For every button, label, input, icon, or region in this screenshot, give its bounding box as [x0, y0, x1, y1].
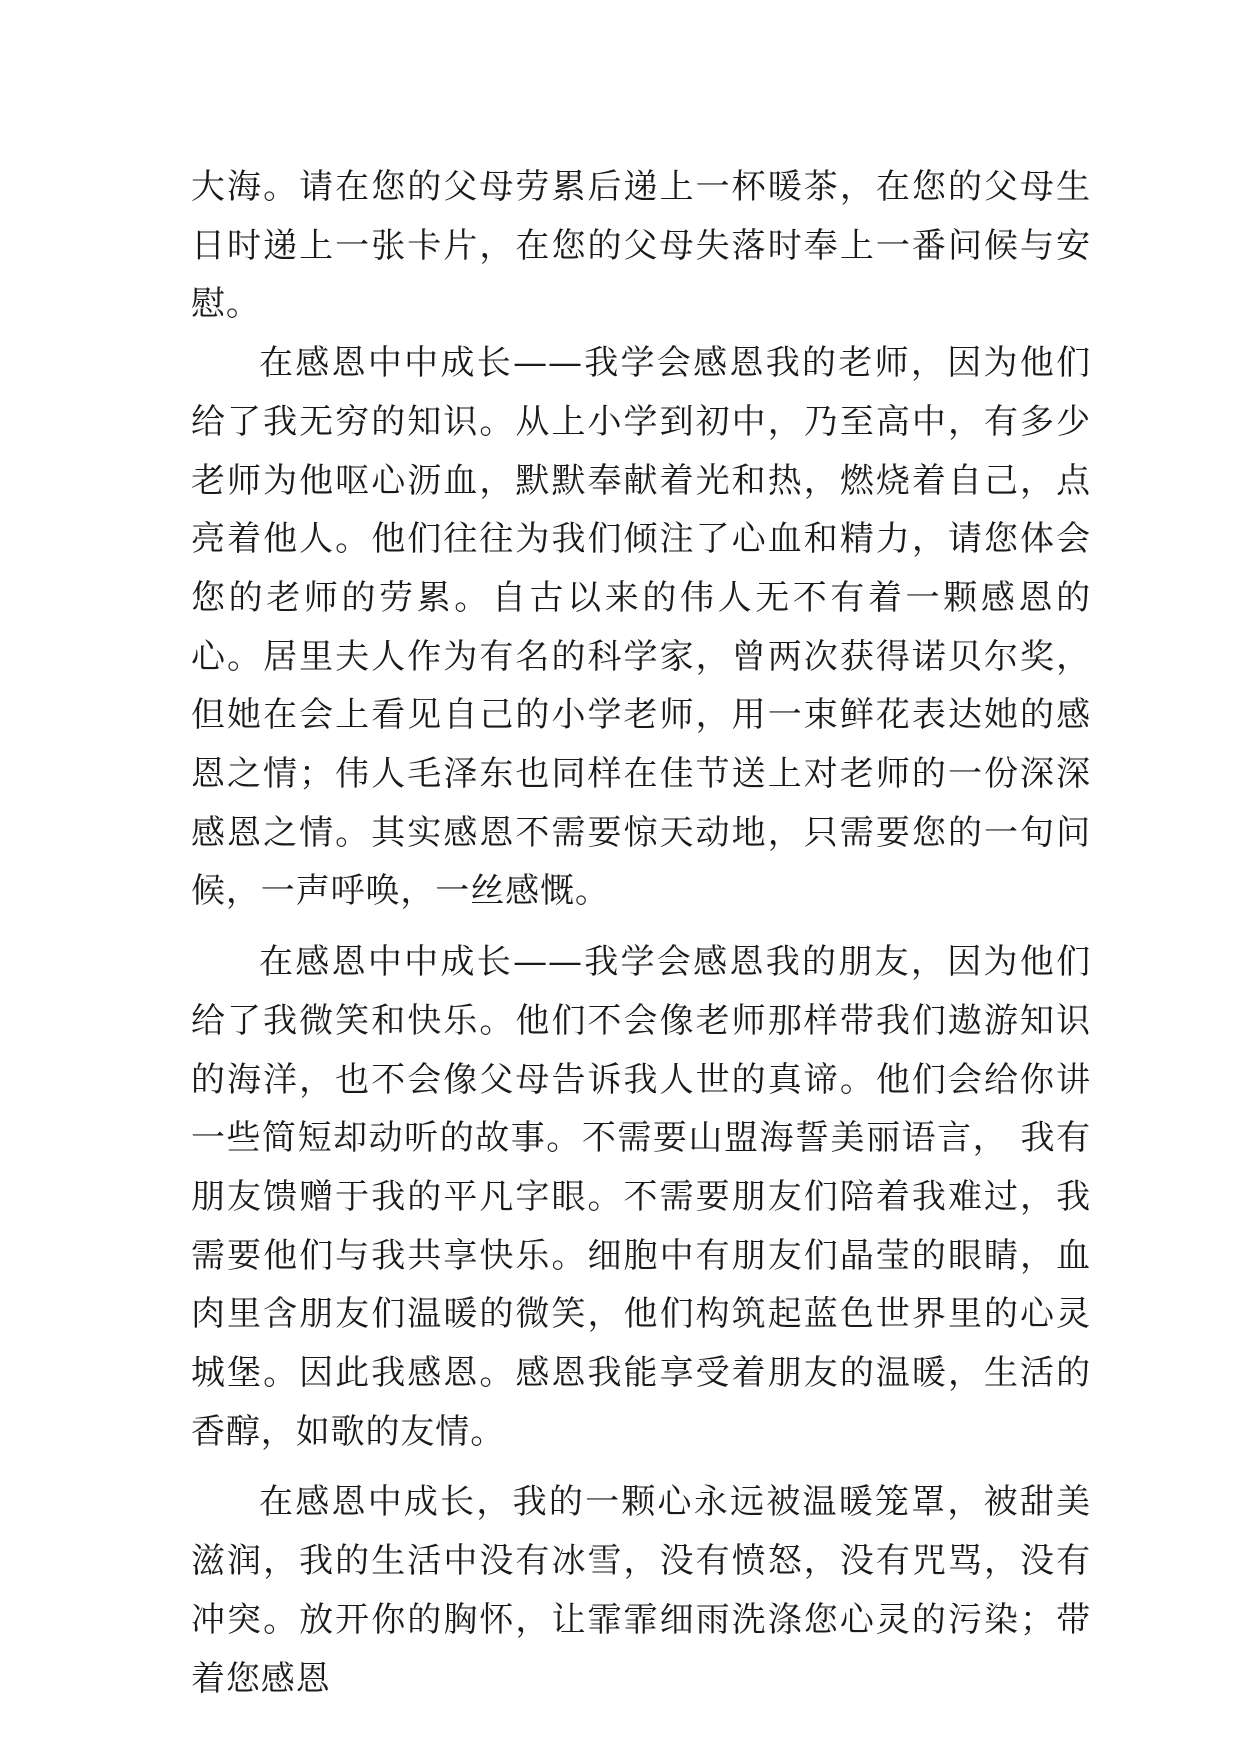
- paragraph-2: 在感恩中中成长——我学会感恩我的老师，因为他们给了我无穷的知识。从上小学到初中，乃至高中，有多少老师为他呕心沥血，默默奉献着光和热，燃烧着自己，点亮着他人。他们往往为我们倾注了心血和精力，请您体会您的老师的劳累。自古以来的伟人无不有着一颗感恩的心。居里夫人作为有名的科学家，曾两次获得诺贝尔奖，但她在会上看见自己的小学老师，用一束鲜花表达她的感恩之情；伟人毛泽东也同样在佳节送上对老师的一份深深感恩之情。其实感恩不需要惊天动地，只需要您的一句问候，一声呼唤，一丝感慨。: [191, 343, 1091, 912]
- paragraph-3: 在感恩中中成长——我学会感恩我的朋友，因为他们给了我微笑和快乐。他们不会像老师那样带我们遨游知识的海洋，也不会像父母告诉我人世的真谛。他们会给你讲一些简短却动听的故事。不需要山盟海誓美丽语言， 我有朋友馈赠于我的平凡字眼。不需要朋友们陪着我难过，我需要他们与我共享快乐。细胞中有朋友们晶莹的眼睛，血肉里含朋友们温暖的微笑，他们构筑起蓝色世界里的心灵城堡。因此我感恩。感恩我能享受着朋友的温暖，生活的香醇，如歌的友情。: [191, 942, 1091, 1452]
- paragraph-4: 在感恩中成长，我的一颗心永远被温暖笼罩，被甜美滋润，我的生活中没有冰雪，没有愤怒，没有咒骂，没有冲突。放开你的胸怀，让霏霏细雨洗涤您心灵的污染；带着您感恩: [191, 1482, 1091, 1699]
- paragraph-1: 大海。请在您的父母劳累后递上一杯暖茶，在您的父母生日时递上一张卡片，在您的父母失落时奉上一番问候与安慰。: [191, 167, 1091, 325]
- body-text: [191, 158, 1091, 1708]
